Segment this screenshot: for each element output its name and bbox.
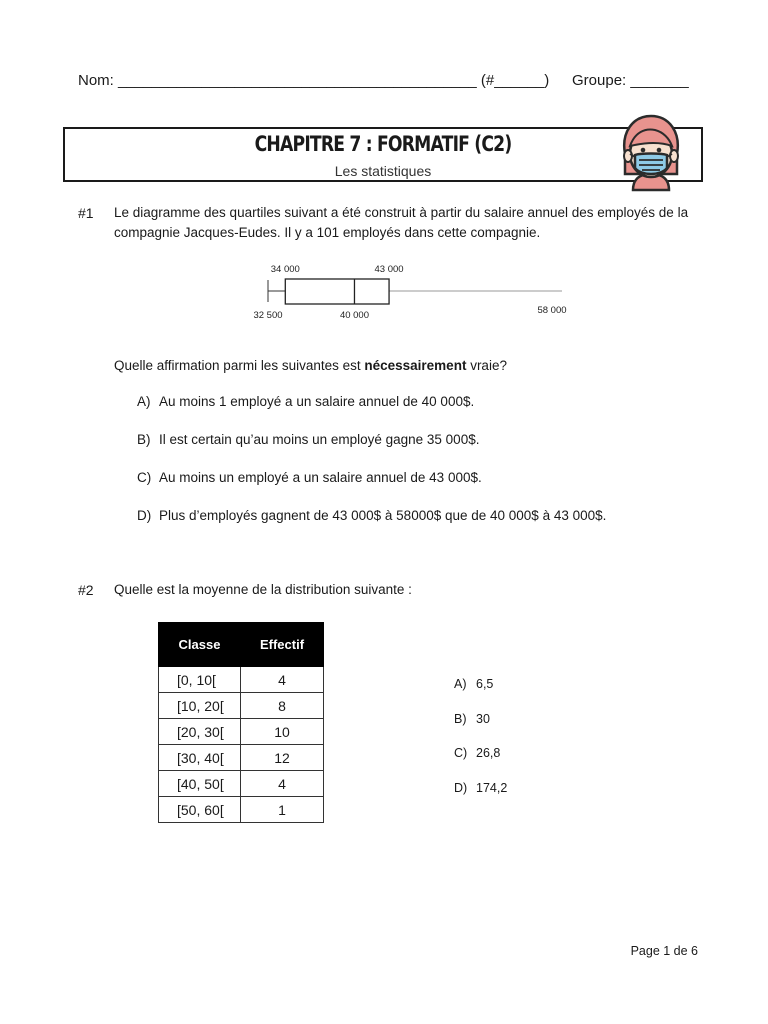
option-text: Plus d’employés gagnent de 43 000$ à 58000$ que de 40 000$ à 43 000$. [159, 508, 607, 523]
masked-person-icon [611, 110, 691, 196]
frequency-cell: 4 [241, 771, 324, 797]
q1-option-c[interactable] [137, 470, 482, 485]
class-cell: [20, 30[ [159, 719, 241, 745]
class-cell: [30, 40[ [159, 745, 241, 771]
frequency-cell: 1 [241, 797, 324, 823]
q2-option-d[interactable] [454, 781, 507, 795]
class-cell: [40, 50[ [159, 771, 241, 797]
label-median: 40 000 [339, 310, 370, 321]
q1-option-b[interactable] [137, 432, 479, 447]
page-number: Page 1 de 6 [630, 944, 698, 958]
table-header-row [159, 623, 324, 667]
option-text: 30 [476, 712, 490, 726]
option-letter: C) [137, 470, 152, 485]
question-1-text: Le diagramme des quartiles suivant a été construit à partir du salaire annuel des employés de la compagnie Jacques-Eudes. Il y a 101 employés dans cette compagnie. [114, 205, 689, 240]
prompt-text-end: vraie? [466, 358, 507, 373]
class-cell: [10, 20[ [159, 693, 241, 719]
option-letter: B) [137, 432, 151, 447]
option-letter: D) [454, 781, 468, 795]
table-row [159, 667, 324, 693]
table-row [159, 771, 324, 797]
option-text: Il est certain qu’au moins un employé gagne 35 000$. [159, 432, 480, 447]
frequency-table [158, 622, 324, 823]
label-min: 32 500 [253, 310, 283, 321]
q2-option-b[interactable] [454, 712, 490, 726]
title-box [63, 127, 703, 182]
q1-option-a[interactable] [137, 394, 474, 409]
option-text: Au moins un employé a un salaire annuel de 43 000$. [159, 470, 482, 485]
option-letter: A) [454, 677, 467, 691]
box-plot [240, 258, 580, 324]
table-row [159, 693, 324, 719]
q1-option-d[interactable] [137, 508, 606, 523]
table-row [159, 745, 324, 771]
quartile-box [285, 279, 389, 304]
class-cell: [0, 10[ [159, 667, 241, 693]
q2-option-a[interactable] [454, 677, 493, 691]
prompt-emphasis: nécessairement [364, 358, 467, 373]
group-field-line[interactable]: Groupe: _______ [572, 72, 689, 89]
label-q3: 43 000 [374, 264, 404, 275]
label-max: 58 000 [537, 305, 567, 316]
chapter-title: CHAPITRE 7 : FORMATIF (C2) [254, 132, 512, 156]
option-text: 174,2 [476, 781, 508, 795]
frequency-cell: 10 [241, 719, 324, 745]
option-letter: C) [454, 746, 468, 760]
chapter-subtitle: Les statistiques [334, 163, 432, 179]
frequency-cell: 8 [241, 693, 324, 719]
table-row [159, 797, 324, 823]
prompt-text: Quelle affirmation parmi les suivantes est [114, 358, 365, 373]
question-2-number: #2 [78, 582, 94, 598]
option-text: Au moins 1 employé a un salaire annuel de 40 000$. [159, 394, 475, 409]
frequency-cell: 4 [241, 667, 324, 693]
question-1-prompt [114, 356, 507, 376]
option-letter: B) [454, 712, 467, 726]
option-letter: D) [137, 508, 152, 523]
q2-option-c[interactable] [454, 746, 500, 760]
question-1-number: #1 [78, 205, 94, 221]
class-cell: [50, 60[ [159, 797, 241, 823]
name-field-line[interactable]: Nom: ___________________________________________ (#______) [78, 72, 550, 89]
question-2-text: Quelle est la moyenne de la distribution suivante : [114, 582, 412, 597]
table-row [159, 719, 324, 745]
option-text: 6,5 [476, 677, 494, 691]
header-effectif: Effectif [241, 623, 324, 667]
label-q1: 34 000 [270, 264, 300, 275]
header-classe: Classe [159, 623, 241, 667]
frequency-cell: 12 [241, 745, 324, 771]
option-text: 26,8 [476, 746, 501, 760]
option-letter: A) [137, 394, 151, 409]
